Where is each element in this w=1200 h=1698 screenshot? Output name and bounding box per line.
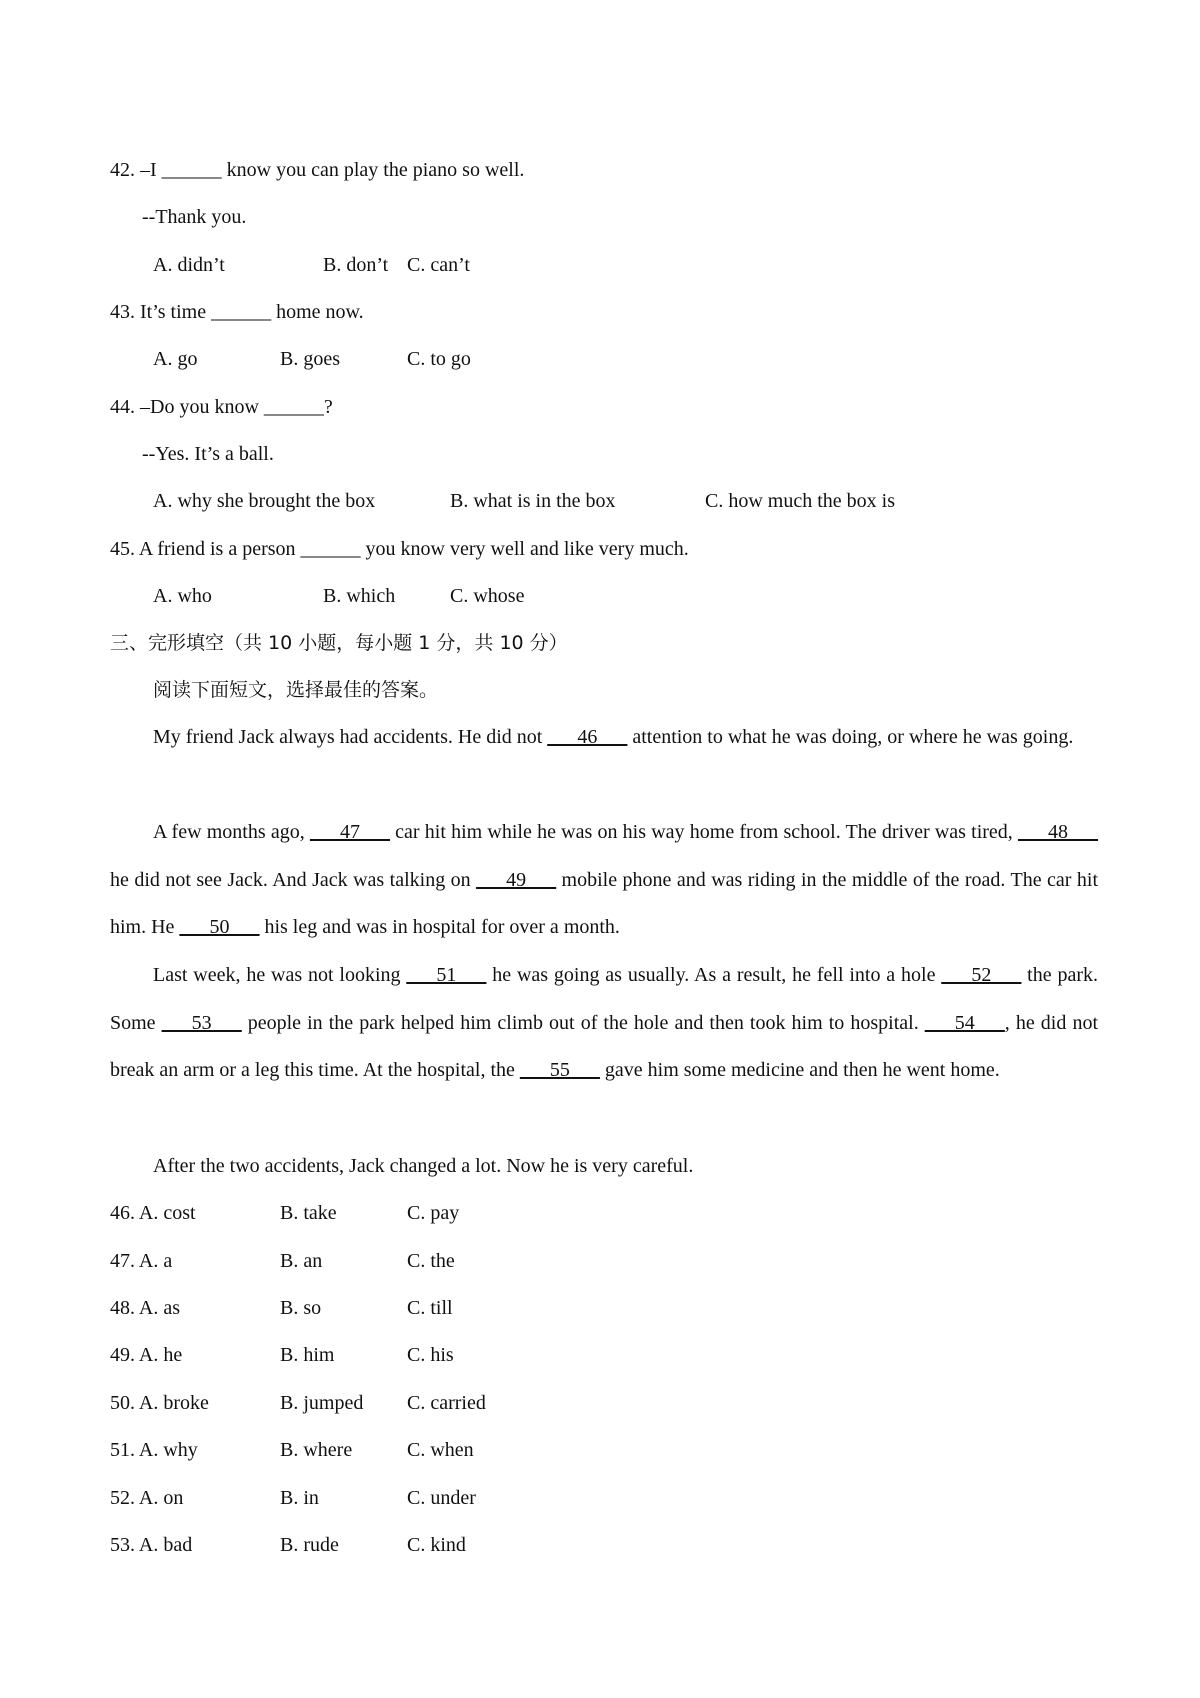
- option-b: B. which: [323, 585, 396, 607]
- blank-55: ___55___: [519, 1059, 600, 1082]
- option-a: A. who: [153, 585, 212, 607]
- passage-paragraph-3: Last week, he was not looking ___51___ he was going as usually. As a result, he fell into a hole ___52___ the park. Some ___53___ people in the park helped him climb out of the hole and then took him to hospital. ___54___, he did not break an arm or a leg this time. At the hospital, the ___55___ gave him some medicine and then he went home.: [110, 964, 1098, 1082]
- option-c: C. can’t: [407, 254, 470, 276]
- option-c: C. to go: [407, 348, 471, 370]
- question-44-stem: 44. –Do you know ______?: [110, 396, 333, 418]
- option-b: B. what is in the box: [450, 490, 616, 512]
- cloze-48: 48. A. as B. so C. till: [110, 1297, 453, 1319]
- cloze-50: 50. A. broke B. jumped C. carried: [110, 1392, 486, 1414]
- cloze-52: 52. A. on B. in C. under: [110, 1487, 476, 1509]
- blank-48: ___48___: [1018, 821, 1098, 843]
- question-42-reply: --Thank you.: [142, 206, 247, 228]
- option-a: A. go: [153, 348, 198, 370]
- cloze-51: 51. A. why B. where C. when: [110, 1439, 474, 1461]
- question-42-stem: 42. –I ______ know you can play the piano so well.: [110, 159, 525, 181]
- passage-paragraph-2: A few months ago, ___47___ car hit him while he was on his way home from school. The driver was tired, ___48___ he did not see Jack. And Jack was talking on ___49___ mobile phone and was riding in the middle of the road. The car hit him. He ___50___ his leg and was in hospital for over a month.: [110, 821, 1098, 939]
- blank-54: ___54___: [924, 1011, 1005, 1034]
- option-b: B. don’t: [323, 254, 389, 276]
- blank-46: ___46___: [547, 726, 628, 748]
- option-a: A. why she brought the box: [153, 490, 376, 512]
- question-45-stem: 45. A friend is a person ______ you know very well and like very much.: [110, 538, 689, 560]
- cloze-53: 53. A. bad B. rude C. kind: [110, 1534, 466, 1556]
- question-44-reply: --Yes. It’s a ball.: [142, 443, 274, 465]
- option-a: A. didn’t: [153, 254, 225, 276]
- blank-51: ___51___: [406, 964, 487, 986]
- question-43-stem: 43. It’s time ______ home now.: [110, 301, 364, 323]
- option-c: C. how much the box is: [705, 490, 895, 512]
- blank-49: ___49___: [476, 868, 557, 891]
- passage-paragraph-1: My friend Jack always had accidents. He did not ___46___ attention to what he was doing, or where he was going.: [153, 726, 1074, 748]
- cloze-49: 49. A. he B. him C. his: [110, 1344, 454, 1366]
- cloze-46: 46. A. cost B. take C. pay: [110, 1202, 460, 1224]
- section-heading: 三、完形填空（共 10 小题，每小题 1 分，共 10 分）: [110, 632, 568, 654]
- option-c: C. whose: [450, 585, 525, 607]
- cloze-47: 47. A. a B. an C. the: [110, 1250, 455, 1272]
- section-instruction: 阅读下面短文，选择最佳的答案。: [153, 679, 439, 701]
- blank-53: ___53___: [161, 1011, 242, 1034]
- option-b: B. goes: [280, 348, 340, 370]
- blank-47: ___47___: [309, 821, 390, 843]
- passage-paragraph-4: After the two accidents, Jack changed a lot. Now he is very careful.: [153, 1155, 694, 1177]
- blank-52: ___52___: [941, 964, 1022, 986]
- blank-50: ___50___: [179, 916, 260, 939]
